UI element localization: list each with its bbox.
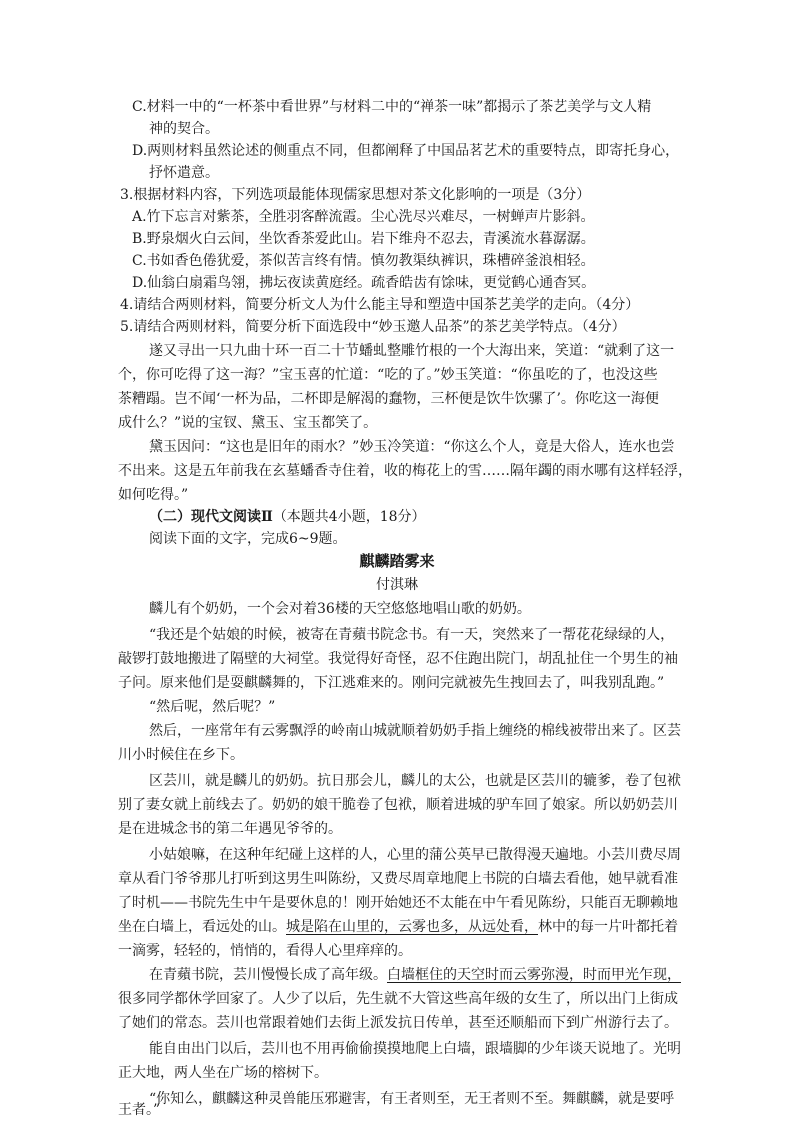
underlined-sentence: 白墙框住的天空时而云雾弥漫， [387, 967, 583, 983]
option-c-line1: C.材料一中的“一杯茶中看世界”与材料二中的“禅茶一味”都揭示了茶艺美学与文人精 [132, 99, 652, 115]
question-5: 5.请结合两则材料，简要分析下面选段中“妙玉邀人品茶”的茶艺美学特点。（4分） [120, 319, 626, 335]
story-line: 小姑娘嘛，在这种年纪碰上这样的人，心里的蒲公英早已散得漫天遍地。小芸川费尽周 [149, 847, 681, 863]
story-line: “你知么，麒麟这种灵兽能压邪避害，有王者则至，无王者则不至。舞麒麟，就是要呼 [149, 1091, 675, 1107]
section-2-instruction: 阅读下面的文字，完成6~9题。 [149, 531, 347, 547]
option-d-line2: 抒怀遣意。 [149, 165, 219, 181]
excerpt-p1-line4: 成什么？”说的宝钗、黛玉、宝玉都笑了。 [118, 415, 378, 431]
story-line: “然后呢，然后呢？” [149, 699, 276, 715]
story-line-mixed [118, 916, 678, 938]
question-3-option-c: C.书如香色倦犹爱，茶似苦言终有情。慎勿教渠纨裤识，珠槽碎釜浪相轻。 [132, 253, 595, 269]
section-2-heading: （二）现代文阅读Ⅱ [149, 509, 273, 525]
story-text: 坐在白墙上，看远处的山。 [118, 919, 286, 935]
story-line: 然后，一座常年有云雾飘浮的岭南山城就顺着奶奶手指上缠绕的棉线被带出来了。区芸 [149, 723, 681, 739]
section-2-heading-line [149, 506, 426, 528]
excerpt-p2-line3: 如何吃得。” [118, 487, 189, 503]
story-line: 敲锣打鼓地搬进了隔壁的大祠堂。我觉得好奇怪，忍不住跑出院门，胡乱扯住一个男生的袖 [118, 651, 678, 667]
excerpt-p2-line1: 黛玉因问：“这也是旧年的雨水？”妙玉冷笑道：“你这么个人，竟是大俗人，连水也尝 [149, 439, 675, 455]
excerpt-p1-line1: 遂又寻出一只九曲十环一百二十节蟠虬整雕竹根的一个大海出来，笑道：“就剩了这一 [149, 343, 675, 359]
story-line: 了她们的常态。芸川也常跟着她们去街上派发抗日传单，甚至还顺船而下到广州游行去了。 [118, 1015, 678, 1031]
excerpt-p1-line2: 个，你可吃得了这一海？”宝玉喜的忙道：“吃的了。”妙玉笑道：“你虽吃的了，也没这些 [118, 367, 658, 383]
story-line: 川小时候住在乡下。 [118, 747, 244, 763]
underlined-sentence: 城是陷在山里的，云雾也多，从远处看， [286, 919, 538, 935]
option-d-line1: D.两则材料虽然论述的侧重点不同，但都阐释了中国品茗艺术的重要特点，即寄托身心， [132, 143, 680, 159]
story-line: 别了妻女就上前线去了。奶奶的娘干脆卷了包袱，顺着进城的驴车回了娘家。所以奶奶芸川 [118, 797, 678, 813]
story-title: 麒麟踏雾来 [359, 552, 435, 570]
question-4: 4.请结合两则材料，简要分析文人为什么能主导和塑造中国茶艺美学的走向。（4分） [120, 297, 640, 313]
excerpt-p2-line2: 不出来。这是五年前我在玄墓蟠香寺住着，收的梅花上的雪……隔年蠲的雨水哪有这样轻浮， [118, 463, 692, 479]
question-3-option-a: A.竹下忘言对紫茶，全胜羽客醉流霞。尘心洗尽兴难尽，一树蝉声片影斜。 [132, 209, 595, 225]
story-line: 一滴雾，轻轻的，悄悄的，看得人心里痒痒的。 [118, 943, 412, 959]
story-line: 了时机——书院先生中午是要休息的！刚开始她还不太能在中午看见陈纷，只能百无聊赖地 [118, 895, 678, 911]
story-text: 林中的每一片叶都托着 [538, 919, 678, 935]
underlined-sentence: 时而甲光乍现， [583, 967, 681, 983]
question-3-option-b: B.野泉烟火白云间，坐饮香茶爱此山。岩下维舟不忍去，青溪流水暮潺潺。 [132, 231, 595, 247]
story-line: 子问。原来他们是耍麒麟舞的，下江逃难来的。刚问完就被先生拽回去了，叫我别乱跑。” [118, 675, 665, 691]
story-line: 区芸川，就是麟儿的奶奶。抗日那会儿，麟儿的太公，也就是区芸川的辘爹，卷了包袱 [149, 773, 681, 789]
question-3-stem: 3.根据材料内容，下列选项最能体现儒家思想对茶文化影响的一项是（3分） [120, 187, 591, 203]
story-line: 是在进城念书的第二年遇见爷爷的。 [118, 821, 342, 837]
option-c-line2: 神的契合。 [149, 121, 219, 137]
question-3-option-d: D.仙翁白扇霜鸟翎，拂坛夜读黄庭经。疏香皓齿有馀味，更觉鹤心通杳冥。 [132, 275, 596, 291]
story-line: “我还是个姑娘的时候，被寄在青蘋书院念书。有一天，突然来了一帮花花绿绿的人， [149, 627, 675, 643]
section-2-heading-note: （本题共4小题，18分） [272, 509, 426, 525]
story-line: 麟儿有个奶奶，一个会对着36楼的天空悠悠地唱山歌的奶奶。 [149, 601, 531, 617]
story-line-mixed [149, 964, 681, 986]
story-line: 正大地，两人坐在广场的榕树下。 [118, 1065, 328, 1081]
excerpt-p1-line3: 茶糟蹋。岂不闻‘一杯为品，二杯即是解渴的蠢物，三杯便是饮牛饮骡了’。你吃这一海便 [118, 391, 659, 407]
story-line: 王者。” [118, 1102, 161, 1118]
story-line: 很多同学都休学回家了。人少了以后，先生就不大管这些高年级的女生了，所以出门上街成 [118, 991, 678, 1007]
story-line: 能自由出门以后，芸川也不用再偷偷摸摸地爬上白墙，跟墙脚的少年谈天说地了。光明 [149, 1041, 681, 1057]
story-line: 章从看门爷爷那儿打听到这男生叫陈纷，又费尽周章地爬上书院的白墙去看他，她早就看准 [118, 871, 678, 887]
story-text: 在青蘋书院，芸川慢慢长成了高年级。 [149, 967, 387, 983]
story-author: 付淇琳 [376, 577, 418, 593]
